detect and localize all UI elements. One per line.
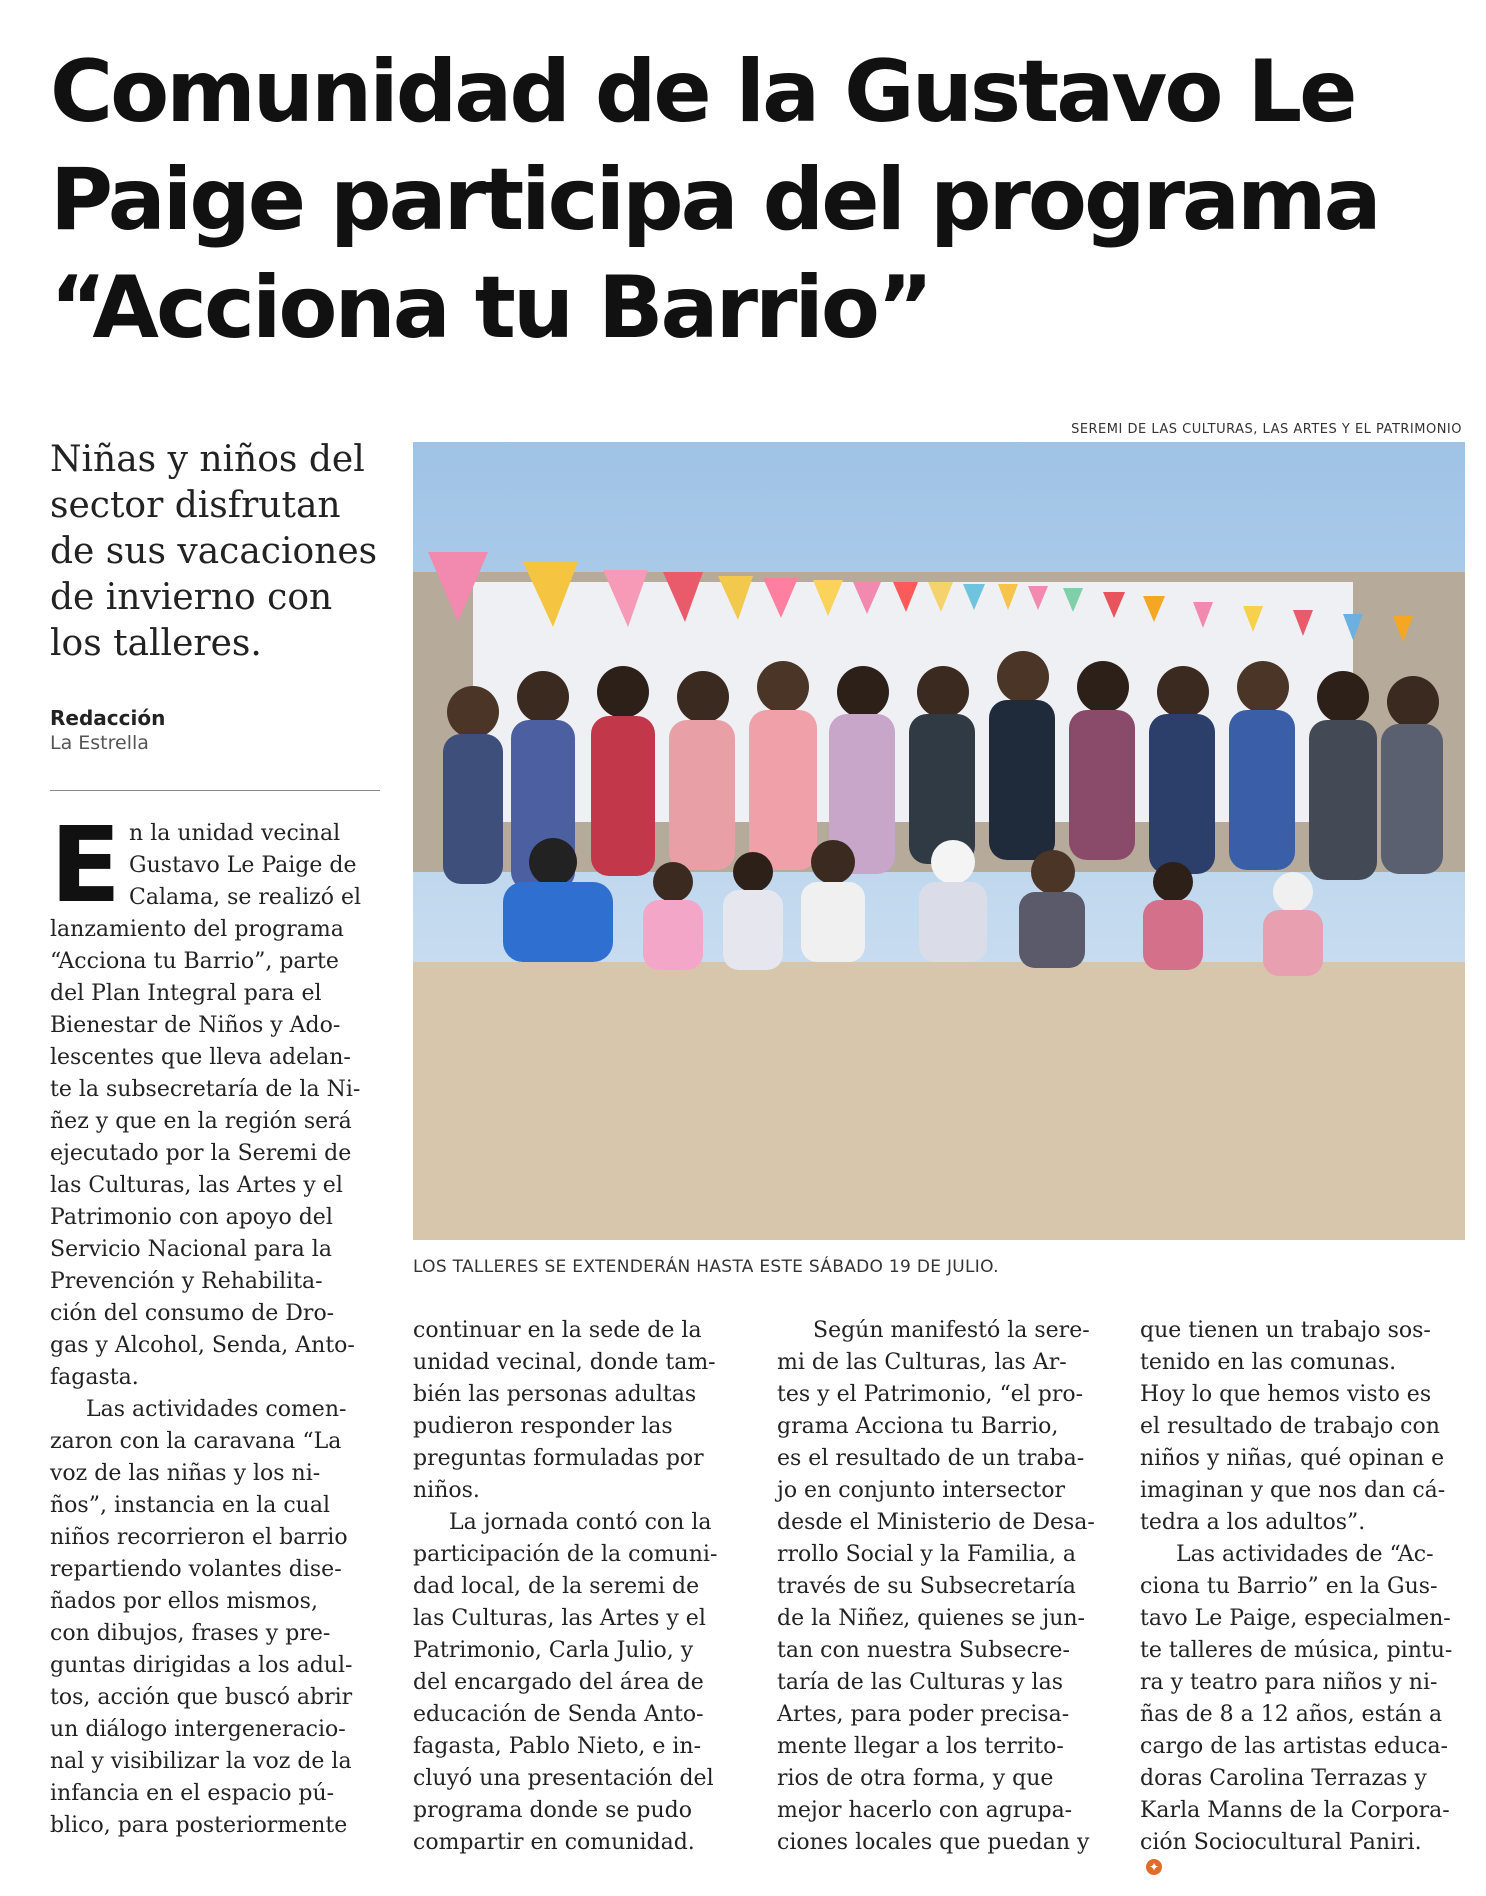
body-line: mi de las Culturas, las Ar-	[777, 1350, 1067, 1375]
byline-author: Redacción	[50, 706, 166, 730]
body-line: cargo de las artistas educa-	[1140, 1734, 1448, 1759]
deck	[50, 437, 380, 667]
body-line: Karla Manns de la Corpora-	[1140, 1798, 1450, 1823]
headline-line: Paige participa del programa	[50, 150, 1379, 250]
body-line: mente llegar a los territo-	[777, 1734, 1064, 1759]
body-line: grama Acciona tu Barrio,	[777, 1414, 1059, 1439]
body-line: de la Niñez, quienes se jun-	[777, 1606, 1085, 1631]
body-line: niños y niñas, qué opinan e	[1140, 1446, 1445, 1471]
body-line: cluyó una presentación del	[413, 1766, 714, 1791]
body-line: Bienestar de Niños y Ado-	[50, 1013, 341, 1038]
body-line: Patrimonio, Carla Julio, y	[413, 1638, 694, 1663]
body-line: fagasta, Pablo Nieto, e in-	[413, 1734, 702, 1759]
body-line: fagasta.	[50, 1365, 139, 1390]
body-line: La jornada contó con la	[449, 1510, 712, 1535]
body-line: infancia en el espacio pú-	[50, 1781, 335, 1806]
body-line: educación de Senda Anto-	[413, 1702, 704, 1727]
body-line: Calama, se realizó el	[129, 885, 362, 910]
body-line: Hoy lo que hemos visto es	[1140, 1382, 1432, 1407]
body-line: ñas de 8 a 12 años, están a	[1140, 1702, 1443, 1727]
group-photo	[413, 442, 1465, 1240]
body-line: desde el Ministerio de Desa-	[777, 1510, 1095, 1535]
body-line: del encargado del área de	[413, 1670, 704, 1695]
body-line: blico, para posteriormente	[50, 1813, 348, 1838]
body-line: gas y Alcohol, Senda, Anto-	[50, 1333, 355, 1358]
body-line: ción del consumo de Dro-	[50, 1301, 335, 1326]
body-line: ciona tu Barrio” en la Gus-	[1140, 1574, 1438, 1599]
body-line: Artes, para poder precisa-	[777, 1702, 1070, 1727]
body-line: las Culturas, las Artes y el	[413, 1606, 706, 1631]
body-line-text: ción Sociocultural Paniri.	[1140, 1830, 1422, 1855]
body-line: te la subsecretaría de la Ni-	[50, 1077, 361, 1102]
body-line: través de su Subsecretaría	[777, 1574, 1076, 1599]
body-line: zaron con la caravana “La	[50, 1429, 342, 1454]
deck-line: Niñas y niños del	[50, 439, 365, 480]
body-line: compartir en comunidad.	[413, 1830, 695, 1855]
body-line: te talleres de música, pintu-	[1140, 1638, 1453, 1663]
byline-divider	[50, 790, 380, 791]
body-line: tan con nuestra Subsecre-	[777, 1638, 1070, 1663]
body-line: Patrimonio con apoyo del	[50, 1205, 333, 1230]
body-line: niños recorrieron el barrio	[50, 1525, 348, 1550]
body-line: rios de otra forma, y que	[777, 1766, 1054, 1791]
body-line: las Culturas, las Artes y el	[50, 1173, 343, 1198]
headline-line: Comunidad de la Gustavo Le	[50, 42, 1355, 142]
body-line: ciones locales que puedan y	[777, 1830, 1090, 1855]
body-line: guntas dirigidas a los adul-	[50, 1653, 353, 1678]
article-column-1	[50, 804, 380, 1842]
body-line: es el resultado de un traba-	[777, 1446, 1085, 1471]
body-line: rrollo Social y la Familia, a	[777, 1542, 1077, 1567]
body-line: continuar en la sede de la	[413, 1318, 702, 1343]
body-line: voz de las niñas y los ni-	[50, 1461, 321, 1486]
group-photo-image	[413, 442, 1465, 1240]
byline-outlet: La Estrella	[50, 732, 149, 754]
body-line: Las actividades comen-	[86, 1397, 347, 1422]
body-line: tavo Le Paige, especialmen-	[1140, 1606, 1451, 1631]
body-line: pudieron responder las	[413, 1414, 673, 1439]
ground	[413, 962, 1465, 1240]
body-line: tes y el Patrimonio, “el pro-	[777, 1382, 1084, 1407]
body-line: unidad vecinal, donde tam-	[413, 1350, 716, 1375]
body-line: mejor hacerlo con agrupa-	[777, 1798, 1073, 1823]
body-line: del Plan Integral para el	[50, 981, 322, 1006]
body-line: con dibujos, frases y pre-	[50, 1621, 331, 1646]
body-line: Las actividades de “Ac-	[1176, 1542, 1434, 1567]
body-line: tos, acción que buscó abrir	[50, 1685, 353, 1710]
body-line: dad local, de la seremi de	[413, 1574, 700, 1599]
article-column-2	[413, 1315, 743, 1859]
body-line: tedra a los adultos”.	[1140, 1510, 1366, 1535]
photo-credit: SEREMI DE LAS CULTURAS, LAS ARTES Y EL PATRIMONIO	[1071, 422, 1462, 437]
deck-line: de sus vacaciones	[50, 531, 378, 572]
body-line: ejecutado por la Seremi de	[50, 1141, 352, 1166]
article-column-3	[777, 1315, 1107, 1859]
drop-cap: E	[50, 804, 122, 926]
deck-line: los talleres.	[50, 623, 262, 664]
body-line: programa donde se pudo	[413, 1798, 693, 1823]
body-line: participación de la comuni-	[413, 1542, 718, 1567]
deck-line: sector disfrutan	[50, 485, 341, 526]
photo-caption: LOS TALLERES SE EXTENDERÁN HASTA ESTE SÁBADO 19 DE JULIO.	[413, 1257, 999, 1277]
body-line: tenido en las comunas.	[1140, 1350, 1397, 1375]
body-line: n la unidad vecinal	[129, 821, 341, 846]
body-line: Gustavo Le Paige de	[129, 853, 357, 878]
body-line: un diálogo intergeneracio-	[50, 1717, 346, 1742]
body-line: imaginan y que nos dan cá-	[1140, 1478, 1446, 1503]
body-line: lanzamiento del programa	[50, 917, 344, 942]
end-mark-icon: ✦	[1146, 1859, 1162, 1875]
body-line: jo en conjunto intersector	[777, 1478, 1066, 1503]
article-column-4	[1140, 1315, 1470, 1875]
body-line: Según manifestó la sere-	[813, 1318, 1090, 1343]
deck-line: de invierno con	[50, 577, 333, 618]
body-line: Servicio Nacional para la	[50, 1237, 332, 1262]
body-line: nal y visibilizar la voz de la	[50, 1749, 352, 1774]
body-line: repartiendo volantes dise-	[50, 1557, 342, 1582]
body-line: el resultado de trabajo con	[1140, 1414, 1440, 1439]
body-line: que tienen un trabajo sos-	[1140, 1318, 1431, 1343]
headline-line: “Acciona tu Barrio”	[50, 258, 931, 358]
body-line: ñados por ellos mismos,	[50, 1589, 318, 1614]
headline	[50, 38, 1460, 362]
body-line: ra y teatro para niños y ni-	[1140, 1670, 1438, 1695]
body-line: taría de las Culturas y las	[777, 1670, 1063, 1695]
body-line: ños”, instancia en la cual	[50, 1493, 330, 1518]
body-line: Prevención y Rehabilita-	[50, 1269, 323, 1294]
body-line: “Acciona tu Barrio”, parte	[50, 949, 339, 974]
body-line: ñez y que en la región será	[50, 1109, 352, 1134]
body-line: niños.	[413, 1478, 480, 1503]
body-line-last	[1140, 1827, 1470, 1875]
body-line: preguntas formuladas por	[413, 1446, 704, 1471]
body-line: doras Carolina Terrazas y	[1140, 1766, 1427, 1791]
body-line: lescentes que lleva adelan-	[50, 1045, 351, 1070]
body-line: bién las personas adultas	[413, 1382, 697, 1407]
